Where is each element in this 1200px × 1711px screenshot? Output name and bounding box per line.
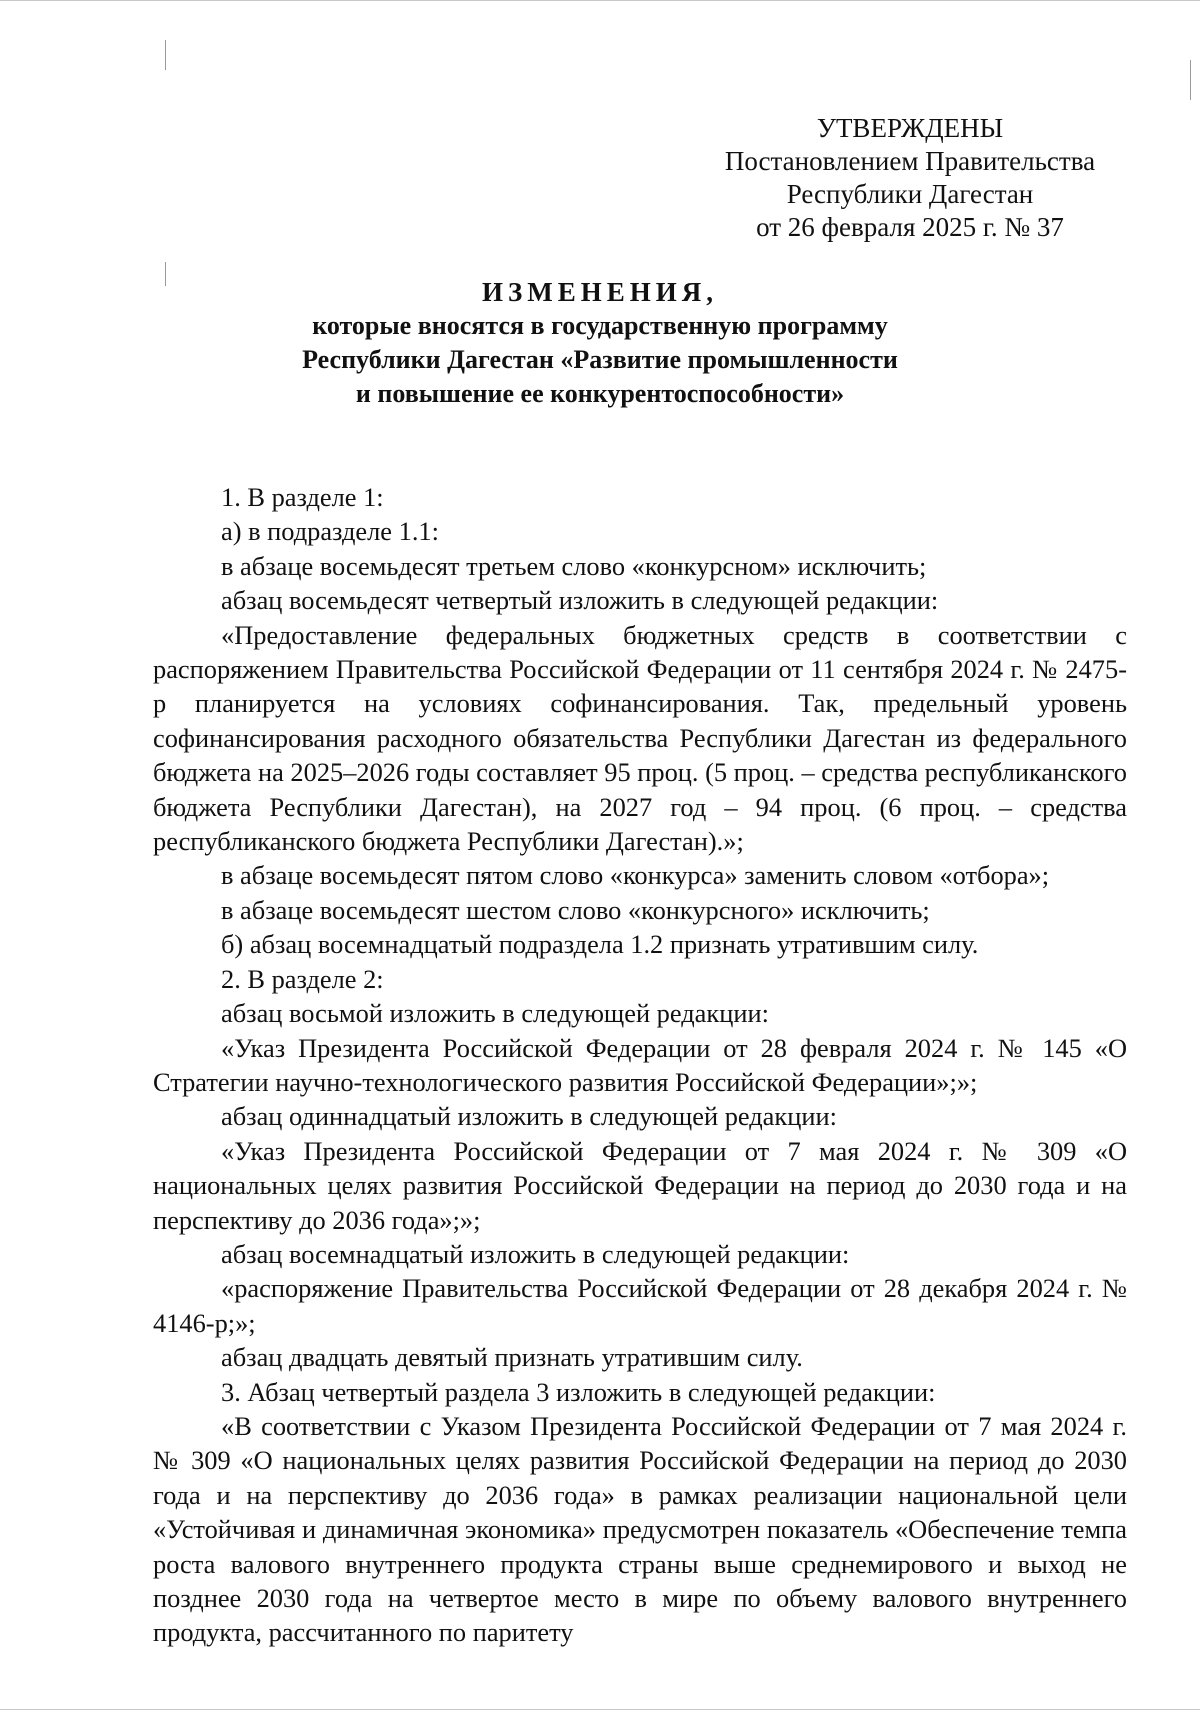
scan-mark-bottom bbox=[0, 1709, 1200, 1710]
paragraph: «Предоставление федеральных бюджетных средств в соответствии с распоряжением Правительства Российской Федерации от 11 сентября 2024 г. № 2475-р планируется на условиях софинансирования. Так, предельный уровень софинансирования расходного обязательства Республики Дагестан из федерального бюджета на 2025–2026 годы составляет 95 проц. (5 проц. – средства республиканского бюджета Республики Дагестан), на 2027 год – 94 проц. (6 проц. – средства республиканского бюджета Республики Дагестан).»; bbox=[153, 619, 1127, 857]
paragraph: «распоряжение Правительства Российской Федерации от 28 декабря 2024 г. № 4146-р;»; bbox=[153, 1273, 1127, 1338]
document-body bbox=[153, 480, 1127, 1650]
title-main: ИЗМЕНЕНИЯ, bbox=[481, 277, 718, 307]
paragraph: «Указ Президента Российской Федерации от 28 февраля 2024 г. № 145 «О Стратегии научно-технологического развития Российской Федерации»;»; bbox=[153, 1032, 1127, 1097]
paragraph: 1. В разделе 1: bbox=[221, 482, 384, 512]
paragraph: в абзаце восемьдесят третьем слово «конкурсном» исключить; bbox=[221, 550, 927, 581]
paragraph: в абзаце восемьдесят шестом слово «конкурсного» исключить; bbox=[221, 894, 930, 925]
paragraph: «Указ Президента Российской Федерации от 7 мая 2024 г. № 309 «О национальных целях развития Российской Федерации на период до 2030 года и на перспективу до 2036 года»;»; bbox=[153, 1135, 1127, 1235]
paragraph: 3. Абзац четвертый раздела 3 изложить в следующей редакции: bbox=[221, 1376, 936, 1407]
paragraph: абзац восемьдесят четвертый изложить в следующей редакции: bbox=[221, 585, 939, 616]
approval-heading: УТВЕРЖДЕНЫ bbox=[816, 113, 1004, 143]
approval-decree: Постановлением Правительства bbox=[724, 146, 1096, 176]
scan-mark-left bbox=[165, 40, 166, 70]
scan-mark-top bbox=[0, 0, 1200, 1]
document-title bbox=[150, 275, 1050, 411]
paragraph: абзац восемнадцатый изложить в следующей редакции: bbox=[221, 1238, 850, 1269]
title-subtitle-line-3: и повышение ее конкурентоспособности» bbox=[355, 379, 845, 408]
approval-date: от 26 февраля 2025 г. № 37 bbox=[756, 212, 1064, 242]
paragraph: б) абзац восемнадцатый подраздела 1.2 признать утратившим силу. bbox=[221, 929, 979, 960]
paragraph: а) в подразделе 1.1: bbox=[221, 516, 439, 547]
paragraph: в абзаце восемьдесят пятом слово «конкурса» заменить словом «отбора»; bbox=[221, 860, 1050, 891]
paragraph: «В соответствии с Указом Президента Российской Федерации от 7 мая 2024 г. № 309 «О национальных целях развития Российской Федерации на период до 2030 года и на перспективу до 2036 года» в рамках реализации национальной цели «Устойчивая и динамичная экономика» предусмотрен показатель «Обеспечение темпа роста валового внутреннего продукта страны выше среднемирового и выход не позднее 2030 года на четвертое место в мире по объему валового внутреннего продукта, рассчитанного по паритету bbox=[153, 1410, 1127, 1648]
paragraph: абзац двадцать девятый признать утратившим силу. bbox=[221, 1342, 803, 1373]
paragraph: абзац восьмой изложить в следующей редакции: bbox=[221, 998, 769, 1029]
approval-block bbox=[700, 112, 1120, 244]
approval-republic: Республики Дагестан bbox=[786, 179, 1034, 209]
paragraph: абзац одиннадцатый изложить в следующей редакции: bbox=[221, 1101, 837, 1132]
paragraph: 2. В разделе 2: bbox=[221, 963, 384, 994]
scan-mark-right bbox=[1190, 60, 1191, 100]
title-subtitle-line-2: Республики Дагестан «Развитие промышленности bbox=[302, 345, 898, 374]
title-subtitle-line-1: которые вносятся в государственную программу bbox=[312, 311, 888, 340]
